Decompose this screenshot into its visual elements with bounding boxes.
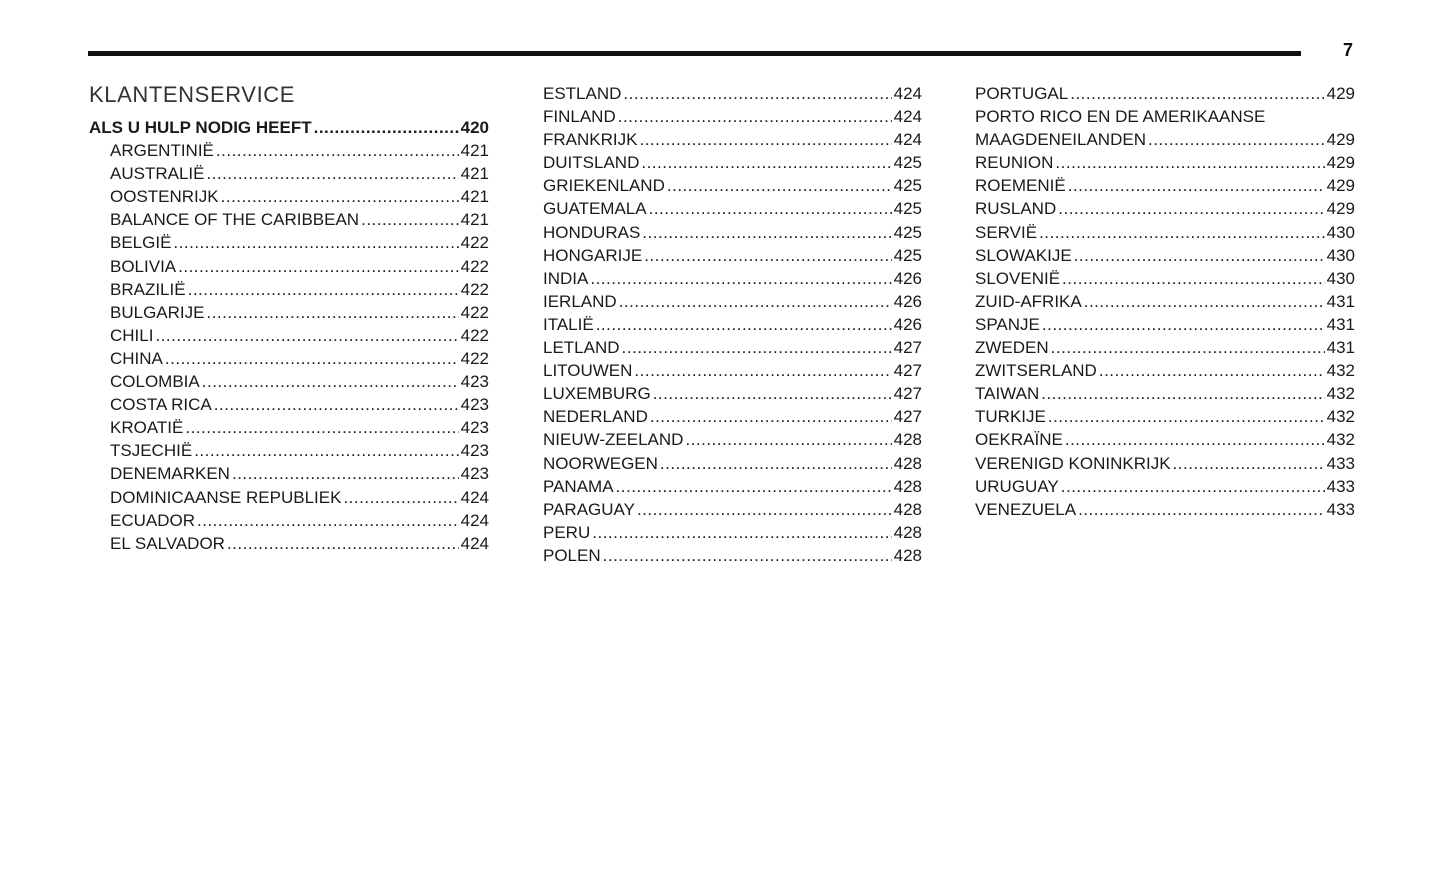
dot-leader <box>1078 498 1325 521</box>
toc-entry-label: SLOWAKIJE <box>975 245 1072 265</box>
toc-entry[interactable] <box>543 151 922 174</box>
dot-leader <box>653 382 892 405</box>
toc-entry-label: LUXEMBURG <box>543 384 651 404</box>
toc-entry-page-number: 427 <box>893 338 922 358</box>
toc-entry-label: GRIEKENLAND <box>543 176 665 196</box>
toc-entry-label: PANAMA <box>543 476 614 496</box>
toc-entry[interactable] <box>543 105 922 128</box>
toc-entry[interactable] <box>89 301 489 324</box>
toc-entry-page-number: 424 <box>893 130 922 150</box>
toc-entry-page-number: 429 <box>1326 153 1355 173</box>
toc-entry-page-number: 423 <box>460 418 489 438</box>
dot-leader <box>343 486 458 509</box>
dot-leader <box>1084 290 1325 313</box>
toc-entry[interactable] <box>975 336 1355 359</box>
toc-entry[interactable] <box>543 244 922 267</box>
dot-leader <box>206 301 458 324</box>
toc-entry-label: SLOVENIË <box>975 268 1061 288</box>
dot-leader <box>185 416 458 439</box>
toc-entry[interactable] <box>89 486 489 509</box>
toc-entry-page-number: 422 <box>460 348 489 368</box>
toc-entry-label: BULGARIJE <box>110 302 205 322</box>
dot-leader <box>1041 382 1324 405</box>
toc-entry-page-number: 433 <box>1326 476 1355 496</box>
toc-entry-label: PORTO RICO EN DE AMERIKAANSE <box>975 107 1266 127</box>
dot-leader <box>1099 359 1325 382</box>
toc-entry-page-number: 427 <box>893 361 922 381</box>
toc-entry-page-number: 431 <box>1326 314 1355 334</box>
toc-entry[interactable] <box>543 428 922 451</box>
toc-entry-page-number: 428 <box>893 499 922 519</box>
toc-entry[interactable] <box>975 428 1355 451</box>
toc-entry-label: HONGARIJE <box>543 245 643 265</box>
toc-entry-page-number: 429 <box>1326 84 1355 103</box>
toc-entry-label: DENEMARKEN <box>110 464 230 484</box>
dot-leader <box>618 105 892 128</box>
dot-leader <box>1148 128 1325 151</box>
toc-entry[interactable] <box>975 267 1355 290</box>
toc-entry[interactable] <box>89 347 489 370</box>
toc-entry-label: FINLAND <box>543 107 616 127</box>
toc-entry-page-number: 431 <box>1326 338 1355 358</box>
toc-entry-page-number: 423 <box>460 372 489 392</box>
toc-entry-page-number: 427 <box>893 384 922 404</box>
dot-leader <box>660 452 892 475</box>
toc-entry-page-number: 433 <box>1326 499 1355 519</box>
toc-entry-page-number: 429 <box>1326 130 1355 150</box>
toc-entry-label: KROATIË <box>110 418 184 438</box>
top-rule <box>88 51 1301 56</box>
toc-entry-label: EL SALVADOR <box>110 533 225 553</box>
dot-leader <box>1074 244 1325 267</box>
toc-entry-label: REUNION <box>975 153 1054 173</box>
toc-entry-page-number: 421 <box>460 210 489 230</box>
toc-entry-label: NIEUW-ZEELAND <box>543 430 684 450</box>
toc-entry[interactable] <box>975 405 1355 428</box>
toc-entry-page-number: 428 <box>893 522 922 542</box>
toc-entry-label: BALANCE OF THE CARIBBEAN <box>110 210 360 230</box>
dot-leader <box>165 347 459 370</box>
toc-entry-page-number: 423 <box>460 441 489 461</box>
toc-entry-page-number: 426 <box>893 291 922 311</box>
dot-leader <box>1042 313 1325 336</box>
dot-leader <box>1061 475 1325 498</box>
toc-entry[interactable] <box>543 221 922 244</box>
toc-entry-page-number: 432 <box>1326 361 1355 381</box>
toc-entry-label: OOSTENRIJK <box>110 187 219 207</box>
toc-entry-label: TSJECHIË <box>110 441 193 461</box>
toc-entry-page-number: 431 <box>1326 291 1355 311</box>
dot-leader <box>188 278 459 301</box>
toc-entry[interactable] <box>543 336 922 359</box>
toc-entry-label: PORTUGAL <box>975 84 1069 103</box>
toc-entry[interactable] <box>89 416 489 439</box>
dot-leader <box>221 185 459 208</box>
toc-entry-label: ZUID-AFRIKA <box>975 291 1082 311</box>
toc-entry[interactable] <box>543 174 922 197</box>
toc-entry[interactable] <box>89 278 489 301</box>
toc-entry-page-number: 430 <box>1326 222 1355 242</box>
toc-entry-page-number: 422 <box>460 233 489 253</box>
toc-entry-page-number: 428 <box>893 476 922 496</box>
toc-entry-page-number: 426 <box>893 268 922 288</box>
toc-entry-label: OEKRAÏNE <box>975 430 1063 450</box>
dot-leader <box>314 116 459 139</box>
toc-entry-label: ROEMENIË <box>975 176 1066 196</box>
toc-entry[interactable] <box>89 185 489 208</box>
dot-leader <box>639 128 891 151</box>
toc-entry-page-number: 425 <box>893 199 922 219</box>
dot-leader <box>216 139 459 162</box>
dot-leader <box>642 221 891 244</box>
toc-entry-label: TAIWAN <box>975 384 1040 404</box>
toc-entry-label: LETLAND <box>543 338 620 358</box>
dot-leader <box>173 231 458 254</box>
toc-column-3 <box>975 82 1355 521</box>
toc-entry-page-number: 432 <box>1326 407 1355 427</box>
toc-entry-label: BOLIVIA <box>110 256 177 276</box>
toc-entry-page-number: 428 <box>893 430 922 450</box>
toc-entry-label: ARGENTINIË <box>110 141 214 161</box>
toc-entry-page-number: 432 <box>1326 384 1355 404</box>
toc-entry[interactable] <box>543 452 922 475</box>
toc-entry-page-number: 428 <box>893 545 922 565</box>
dot-leader <box>214 393 459 416</box>
toc-entry-label: CHILI <box>110 325 154 345</box>
dot-leader <box>590 267 891 290</box>
toc-entry-label: POLEN <box>543 545 601 565</box>
dot-leader <box>592 521 891 544</box>
dot-leader <box>622 336 892 359</box>
toc-entry-label: LITOUWEN <box>543 361 633 381</box>
toc-entry-label: SPANJE <box>975 314 1040 334</box>
toc-entry-label: HONDURAS <box>543 222 641 242</box>
toc-entry-page-number: 429 <box>1326 176 1355 196</box>
dot-leader <box>202 370 459 393</box>
toc-entry-page-number: 425 <box>893 176 922 196</box>
toc-entry[interactable] <box>975 359 1355 382</box>
toc-entry-page-number: 422 <box>460 256 489 276</box>
section-title: KLANTENSERVICE <box>89 82 296 107</box>
dot-leader <box>623 82 891 105</box>
toc-entry-label: VERENIGD KONINKRIJK <box>975 453 1171 473</box>
toc-entry[interactable] <box>975 221 1355 244</box>
toc-entry-page-number: 423 <box>460 464 489 484</box>
toc-entry[interactable] <box>543 405 922 428</box>
toc-entry-label: FRANKRIJK <box>543 130 638 150</box>
toc-entry[interactable] <box>89 439 489 462</box>
toc-entry-label: SERVIË <box>975 222 1038 242</box>
toc-entry[interactable] <box>975 498 1355 521</box>
dot-leader <box>1051 336 1325 359</box>
toc-entry-page-number: 424 <box>460 510 489 530</box>
toc-entry[interactable] <box>543 382 922 405</box>
toc-entry-page-number: 426 <box>893 314 922 334</box>
toc-entry[interactable] <box>543 267 922 290</box>
dot-leader <box>1048 405 1325 428</box>
toc-entry[interactable] <box>89 324 489 347</box>
toc-entry[interactable] <box>543 498 922 521</box>
toc-entry[interactable] <box>975 244 1355 267</box>
toc-entry-label: COLOMBIA <box>110 372 200 392</box>
toc-entry[interactable] <box>89 162 489 185</box>
toc-entry[interactable] <box>975 128 1355 151</box>
toc-entry-label: AUSTRALIË <box>110 164 205 184</box>
toc-entry-page-number: 429 <box>1326 199 1355 219</box>
toc-entry-page-number: 421 <box>460 141 489 161</box>
toc-entry-page-number: 423 <box>460 395 489 415</box>
toc-entry-page-number: 421 <box>460 187 489 207</box>
dot-leader <box>1058 197 1324 220</box>
toc-entry-page-number: 433 <box>1326 453 1355 473</box>
toc-entry[interactable] <box>975 151 1355 174</box>
toc-entry-label: URUGUAY <box>975 476 1059 496</box>
dot-leader <box>206 162 458 185</box>
toc-entry[interactable] <box>543 290 922 313</box>
toc-entry[interactable] <box>975 197 1355 220</box>
toc-entry-page-number: 422 <box>460 302 489 322</box>
toc-entry-label: ITALIË <box>543 314 594 334</box>
toc-entry[interactable] <box>543 82 922 105</box>
toc-entry-label: RUSLAND <box>975 199 1057 219</box>
dot-leader <box>155 324 458 347</box>
toc-entry-page-number: 425 <box>893 222 922 242</box>
toc-entry-page-number: 427 <box>893 407 922 427</box>
dot-leader <box>194 439 458 462</box>
dot-leader <box>619 290 892 313</box>
dot-leader <box>232 462 459 485</box>
toc-entry-label: PARAGUAY <box>543 499 635 519</box>
dot-leader <box>616 475 892 498</box>
toc-entry[interactable] <box>543 197 922 220</box>
toc-entry-page-number: 424 <box>460 533 489 553</box>
toc-column-1 <box>89 116 489 555</box>
page-number: 7 <box>1343 40 1354 60</box>
toc-entry-page-number: 430 <box>1326 268 1355 288</box>
dot-leader <box>634 359 891 382</box>
toc-entry-label: ZWITSERLAND <box>975 361 1097 381</box>
toc-entry[interactable] <box>89 532 489 555</box>
toc-entry-page-number: 428 <box>893 453 922 473</box>
dot-leader <box>1173 452 1325 475</box>
toc-entry[interactable] <box>543 544 922 567</box>
toc-entry[interactable] <box>975 82 1355 105</box>
toc-entry-label: DOMINICAANSE REPUBLIEK <box>110 487 342 507</box>
toc-entry[interactable] <box>975 174 1355 197</box>
toc-entry[interactable] <box>89 509 489 532</box>
toc-entry-page-number: 422 <box>460 325 489 345</box>
toc-entry-page-number: 424 <box>893 107 922 127</box>
toc-entry[interactable] <box>975 382 1355 405</box>
toc-entry-page-number: 424 <box>460 487 489 507</box>
toc-entry-label: DUITSLAND <box>543 153 640 173</box>
toc-entry-label: PERU <box>543 522 591 542</box>
toc-entry[interactable] <box>975 105 1355 128</box>
dot-leader <box>227 532 459 555</box>
toc-entry[interactable] <box>89 370 489 393</box>
toc-entry[interactable] <box>975 452 1355 475</box>
toc-entry[interactable] <box>975 313 1355 336</box>
toc-entry[interactable] <box>89 393 489 416</box>
toc-entry-page-number: 422 <box>460 279 489 299</box>
dot-leader <box>178 255 458 278</box>
dot-leader <box>1055 151 1324 174</box>
toc-entry-label: VENEZUELA <box>975 499 1077 519</box>
toc-entry-label: NOORWEGEN <box>543 453 658 473</box>
dot-leader <box>361 208 459 231</box>
dot-leader <box>649 197 892 220</box>
dot-leader <box>650 405 892 428</box>
toc-entry-label: MAAGDENEILANDEN <box>975 130 1146 150</box>
toc-entry-label: NEDERLAND <box>543 407 648 427</box>
dot-leader <box>603 544 892 567</box>
dot-leader <box>685 428 891 451</box>
toc-entry-label: ECUADOR <box>110 510 196 530</box>
toc-entry-label: BRAZILIË <box>110 279 186 299</box>
toc-column-2 <box>543 82 922 567</box>
toc-entry[interactable] <box>89 208 489 231</box>
toc-entry[interactable] <box>975 475 1355 498</box>
dot-leader <box>637 498 892 521</box>
toc-entry-page-number: 421 <box>460 164 489 184</box>
toc-entry-label: GUATEMALA <box>543 199 647 219</box>
toc-entry[interactable] <box>543 128 922 151</box>
toc-entry-page-number: 425 <box>893 153 922 173</box>
dot-leader <box>1068 174 1325 197</box>
toc-entry[interactable] <box>89 462 489 485</box>
toc-entry[interactable] <box>89 231 489 254</box>
toc-entry-label: ALS U HULP NODIG HEEFT <box>89 118 312 137</box>
dot-leader <box>1062 267 1325 290</box>
toc-entry[interactable] <box>89 116 489 139</box>
dot-leader <box>197 509 459 532</box>
toc-entry[interactable] <box>975 290 1355 313</box>
toc-entry[interactable] <box>89 139 489 162</box>
toc-entry-label: CHINA <box>110 348 163 368</box>
toc-entry-label: BELGIË <box>110 233 172 253</box>
toc-entry-page-number: 425 <box>893 245 922 265</box>
toc-entry[interactable] <box>543 475 922 498</box>
toc-entry-page-number: 432 <box>1326 430 1355 450</box>
toc-entry-page-number: 420 <box>460 118 489 137</box>
dot-leader <box>596 313 892 336</box>
toc-entry-page-number: 424 <box>893 84 922 103</box>
dot-leader <box>641 151 891 174</box>
toc-entry-label: IERLAND <box>543 291 617 311</box>
toc-entry-label: ZWEDEN <box>975 338 1049 358</box>
dot-leader <box>1070 82 1324 105</box>
dot-leader <box>1065 428 1325 451</box>
toc-entry-label: INDIA <box>543 268 589 288</box>
dot-leader <box>667 174 892 197</box>
toc-entry-label: ESTLAND <box>543 84 622 103</box>
toc-entry[interactable] <box>89 255 489 278</box>
dot-leader <box>1039 221 1325 244</box>
toc-entry-label: COSTA RICA <box>110 395 212 415</box>
toc-entry[interactable] <box>543 359 922 382</box>
toc-entry-label: TURKIJE <box>975 407 1046 427</box>
dot-leader <box>644 244 891 267</box>
toc-entry[interactable] <box>543 313 922 336</box>
toc-entry-page-number: 430 <box>1326 245 1355 265</box>
toc-entry[interactable] <box>543 521 922 544</box>
